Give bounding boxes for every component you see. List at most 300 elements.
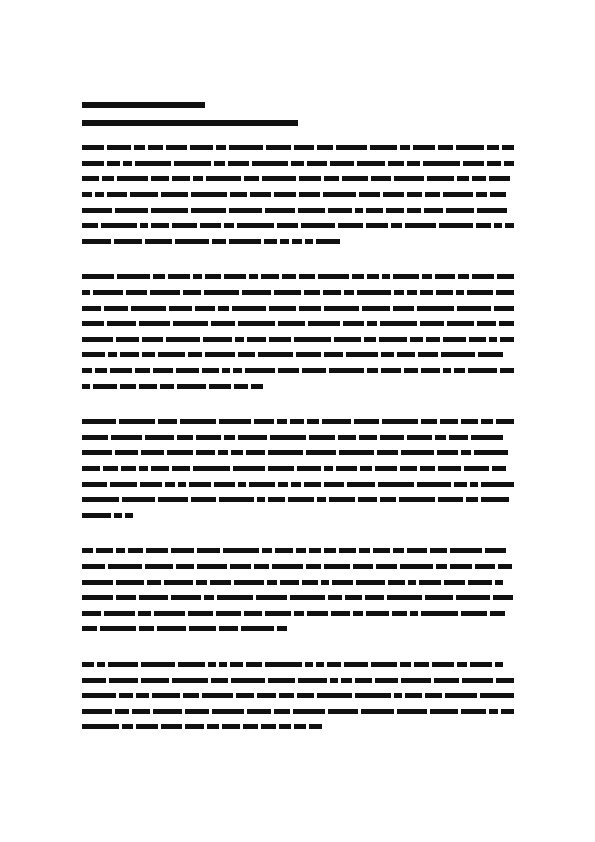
word-mark bbox=[353, 611, 363, 616]
text-line bbox=[82, 657, 514, 673]
word-mark bbox=[426, 337, 440, 342]
word-mark bbox=[457, 176, 469, 181]
word-mark bbox=[82, 693, 116, 698]
word-mark bbox=[494, 306, 514, 311]
word-mark bbox=[414, 662, 429, 667]
word-mark bbox=[116, 580, 144, 585]
text-line bbox=[82, 430, 514, 446]
word-mark bbox=[193, 466, 230, 471]
word-mark bbox=[176, 368, 199, 373]
word-mark bbox=[82, 419, 116, 424]
word-mark bbox=[490, 192, 506, 197]
word-mark bbox=[107, 145, 131, 150]
word-mark bbox=[82, 192, 92, 197]
word-mark bbox=[430, 548, 447, 553]
word-mark bbox=[353, 564, 373, 569]
word-mark bbox=[425, 595, 453, 600]
word-mark bbox=[407, 161, 420, 166]
word-mark bbox=[244, 611, 262, 616]
word-mark bbox=[307, 611, 328, 616]
word-mark bbox=[189, 482, 211, 487]
text-line bbox=[82, 218, 514, 234]
word-mark bbox=[454, 482, 467, 487]
text-line bbox=[82, 269, 514, 285]
word-mark bbox=[339, 450, 374, 455]
word-mark bbox=[443, 192, 473, 197]
text-line bbox=[82, 559, 514, 575]
word-mark bbox=[108, 564, 142, 569]
word-mark bbox=[211, 678, 228, 683]
word-mark bbox=[167, 450, 193, 455]
word-mark bbox=[212, 239, 226, 244]
word-mark bbox=[322, 419, 351, 424]
word-mark bbox=[381, 368, 401, 373]
word-mark bbox=[487, 145, 499, 150]
word-mark bbox=[436, 290, 453, 295]
word-mark bbox=[134, 145, 145, 150]
word-mark bbox=[180, 419, 216, 424]
word-mark bbox=[219, 419, 251, 424]
word-mark bbox=[229, 145, 263, 150]
word-mark bbox=[185, 724, 204, 729]
word-mark bbox=[302, 580, 318, 585]
word-mark bbox=[206, 176, 241, 181]
header-text-mark bbox=[82, 102, 205, 108]
word-mark bbox=[188, 611, 213, 616]
word-mark bbox=[316, 662, 324, 667]
word-mark bbox=[371, 176, 391, 181]
word-mark bbox=[318, 274, 349, 279]
word-mark bbox=[196, 580, 207, 585]
word-mark bbox=[378, 482, 414, 487]
word-mark bbox=[301, 223, 335, 228]
word-mark bbox=[245, 368, 275, 373]
word-mark bbox=[132, 709, 150, 714]
word-mark bbox=[364, 337, 376, 342]
word-mark bbox=[191, 497, 216, 502]
word-mark bbox=[141, 678, 169, 683]
paragraph-4 bbox=[82, 543, 514, 637]
word-mark bbox=[197, 548, 220, 553]
word-mark bbox=[95, 192, 104, 197]
word-mark bbox=[217, 595, 253, 600]
word-mark bbox=[457, 306, 491, 311]
word-mark bbox=[444, 580, 465, 585]
word-mark bbox=[317, 497, 326, 502]
word-mark bbox=[497, 274, 514, 279]
word-mark bbox=[200, 223, 221, 228]
word-mark bbox=[371, 662, 397, 667]
word-mark bbox=[357, 161, 385, 166]
word-mark bbox=[252, 161, 288, 166]
text-line bbox=[82, 445, 514, 461]
word-mark bbox=[232, 306, 266, 311]
word-mark bbox=[119, 693, 133, 698]
word-mark bbox=[152, 693, 180, 698]
word-mark bbox=[401, 450, 434, 455]
word-mark bbox=[373, 548, 390, 553]
word-mark bbox=[82, 435, 108, 440]
word-mark bbox=[82, 274, 114, 279]
word-mark bbox=[153, 368, 173, 373]
word-mark bbox=[299, 192, 320, 197]
word-mark bbox=[203, 337, 232, 342]
word-mark bbox=[270, 435, 306, 440]
word-mark bbox=[254, 564, 269, 569]
word-mark bbox=[138, 611, 151, 616]
text-line bbox=[82, 476, 514, 492]
word-mark bbox=[139, 595, 168, 600]
word-mark bbox=[266, 145, 291, 150]
word-mark bbox=[379, 337, 407, 342]
word-mark bbox=[321, 580, 329, 585]
word-mark bbox=[387, 595, 422, 600]
word-mark bbox=[294, 337, 331, 342]
word-mark bbox=[126, 290, 147, 295]
word-mark bbox=[294, 145, 314, 150]
word-mark bbox=[336, 145, 367, 150]
word-mark bbox=[393, 274, 419, 279]
word-mark bbox=[297, 693, 314, 698]
word-mark bbox=[434, 678, 459, 683]
word-mark bbox=[264, 239, 277, 244]
word-mark bbox=[130, 192, 158, 197]
word-mark bbox=[443, 368, 451, 373]
header-line-2 bbox=[82, 114, 522, 132]
word-mark bbox=[487, 161, 501, 166]
word-mark bbox=[82, 626, 97, 631]
word-mark bbox=[82, 580, 113, 585]
word-mark bbox=[120, 384, 136, 389]
word-mark bbox=[121, 466, 136, 471]
word-mark bbox=[140, 223, 148, 228]
word-mark bbox=[277, 419, 287, 424]
word-mark bbox=[495, 662, 503, 667]
word-mark bbox=[114, 513, 122, 518]
word-mark bbox=[210, 580, 231, 585]
word-mark bbox=[169, 306, 192, 311]
word-mark bbox=[158, 419, 177, 424]
word-mark bbox=[324, 176, 339, 181]
word-mark bbox=[234, 580, 264, 585]
word-mark bbox=[208, 662, 216, 667]
word-mark bbox=[449, 435, 468, 440]
word-mark bbox=[262, 176, 296, 181]
word-mark bbox=[324, 548, 336, 553]
word-mark bbox=[242, 290, 271, 295]
word-mark bbox=[447, 321, 474, 326]
word-mark bbox=[407, 208, 421, 213]
word-mark bbox=[438, 145, 453, 150]
text-line bbox=[82, 621, 514, 637]
word-mark bbox=[342, 176, 368, 181]
word-mark bbox=[142, 337, 163, 342]
word-mark bbox=[421, 611, 458, 616]
word-mark bbox=[386, 208, 404, 213]
word-mark bbox=[216, 145, 226, 150]
word-mark bbox=[246, 450, 265, 455]
word-mark bbox=[247, 337, 266, 342]
word-mark bbox=[461, 611, 487, 616]
word-mark bbox=[456, 145, 484, 150]
word-mark bbox=[383, 192, 404, 197]
word-mark bbox=[261, 724, 276, 729]
word-mark bbox=[212, 709, 244, 714]
word-mark bbox=[274, 290, 301, 295]
word-mark bbox=[294, 724, 306, 729]
word-mark bbox=[158, 352, 185, 357]
word-mark bbox=[456, 595, 490, 600]
word-mark bbox=[401, 678, 431, 683]
word-mark bbox=[297, 466, 321, 471]
word-mark bbox=[299, 306, 321, 311]
word-mark bbox=[190, 145, 213, 150]
word-mark bbox=[290, 419, 304, 424]
word-mark bbox=[278, 321, 305, 326]
text-line bbox=[82, 378, 514, 394]
word-mark bbox=[358, 497, 377, 502]
text-line bbox=[82, 347, 514, 363]
word-mark bbox=[82, 290, 90, 295]
word-mark bbox=[193, 274, 202, 279]
word-mark bbox=[116, 548, 125, 553]
word-mark bbox=[354, 419, 379, 424]
text-line bbox=[82, 574, 514, 590]
word-mark bbox=[304, 290, 320, 295]
word-mark bbox=[82, 223, 98, 228]
word-mark bbox=[241, 626, 274, 631]
word-mark bbox=[329, 368, 364, 373]
word-mark bbox=[388, 580, 405, 585]
word-mark bbox=[268, 497, 285, 502]
word-mark bbox=[207, 724, 219, 729]
word-mark bbox=[359, 435, 377, 440]
word-mark bbox=[279, 724, 291, 729]
word-mark bbox=[238, 435, 267, 440]
word-mark bbox=[382, 419, 418, 424]
word-mark bbox=[243, 724, 258, 729]
word-mark bbox=[457, 662, 467, 667]
word-mark bbox=[476, 192, 487, 197]
word-mark bbox=[408, 580, 416, 585]
word-mark bbox=[222, 724, 240, 729]
word-mark bbox=[280, 580, 299, 585]
word-mark bbox=[189, 626, 216, 631]
word-mark bbox=[477, 321, 496, 326]
word-mark bbox=[160, 384, 174, 389]
text-line bbox=[82, 332, 514, 348]
word-mark bbox=[254, 419, 274, 424]
word-mark bbox=[82, 611, 101, 616]
word-mark bbox=[366, 223, 388, 228]
word-mark bbox=[422, 274, 432, 279]
word-mark bbox=[131, 306, 166, 311]
word-mark bbox=[407, 290, 417, 295]
word-mark bbox=[481, 419, 493, 424]
word-mark bbox=[278, 482, 288, 487]
word-mark bbox=[317, 145, 333, 150]
word-mark bbox=[101, 223, 137, 228]
word-mark bbox=[151, 208, 188, 213]
word-mark bbox=[365, 595, 384, 600]
word-mark bbox=[82, 176, 99, 181]
word-mark bbox=[397, 709, 427, 714]
word-mark bbox=[82, 352, 105, 357]
paragraph-5 bbox=[82, 657, 514, 735]
word-mark bbox=[420, 290, 433, 295]
word-mark bbox=[305, 239, 313, 244]
word-mark bbox=[104, 306, 128, 311]
word-mark bbox=[328, 208, 352, 213]
word-mark bbox=[481, 497, 509, 502]
word-mark bbox=[500, 337, 514, 342]
word-mark bbox=[400, 564, 433, 569]
text-line bbox=[82, 414, 514, 430]
word-mark bbox=[261, 274, 279, 279]
word-mark bbox=[338, 435, 356, 440]
word-mark bbox=[381, 352, 394, 357]
word-mark bbox=[306, 450, 336, 455]
word-mark bbox=[214, 482, 235, 487]
word-mark bbox=[305, 662, 313, 667]
word-mark bbox=[136, 724, 158, 729]
word-mark bbox=[347, 482, 375, 487]
word-mark bbox=[135, 161, 171, 166]
word-mark bbox=[366, 208, 383, 213]
word-mark bbox=[413, 145, 435, 150]
word-mark bbox=[336, 466, 357, 471]
word-mark bbox=[128, 548, 143, 553]
word-mark bbox=[438, 497, 463, 502]
word-mark bbox=[376, 564, 397, 569]
word-mark bbox=[148, 145, 163, 150]
word-mark bbox=[440, 419, 458, 424]
word-mark bbox=[175, 239, 209, 244]
word-mark bbox=[228, 161, 249, 166]
word-mark bbox=[330, 161, 354, 166]
word-mark bbox=[298, 678, 327, 683]
word-mark bbox=[82, 306, 101, 311]
word-mark bbox=[420, 466, 435, 471]
word-mark bbox=[323, 290, 341, 295]
word-mark bbox=[307, 161, 327, 166]
word-mark bbox=[104, 611, 135, 616]
word-mark bbox=[324, 352, 343, 357]
word-mark bbox=[96, 548, 113, 553]
word-mark bbox=[235, 337, 244, 342]
word-mark bbox=[380, 321, 417, 326]
word-mark bbox=[505, 223, 514, 228]
word-mark bbox=[380, 435, 404, 440]
header-line-1 bbox=[82, 96, 522, 114]
word-mark bbox=[222, 368, 230, 373]
word-mark bbox=[249, 482, 275, 487]
text-line bbox=[82, 363, 514, 379]
word-mark bbox=[82, 482, 107, 487]
word-mark bbox=[123, 161, 132, 166]
word-mark bbox=[438, 466, 461, 471]
word-mark bbox=[197, 564, 227, 569]
word-mark bbox=[115, 709, 129, 714]
word-mark bbox=[102, 176, 114, 181]
word-mark bbox=[146, 548, 168, 553]
word-mark bbox=[125, 513, 133, 518]
word-mark bbox=[117, 274, 150, 279]
text-line bbox=[82, 300, 514, 316]
word-mark bbox=[308, 321, 340, 326]
word-mark bbox=[230, 662, 243, 667]
word-mark bbox=[166, 337, 200, 342]
word-mark bbox=[461, 419, 478, 424]
word-mark bbox=[466, 497, 478, 502]
word-mark bbox=[404, 368, 418, 373]
word-mark bbox=[296, 352, 321, 357]
word-mark bbox=[82, 564, 105, 569]
word-mark bbox=[282, 274, 296, 279]
word-mark bbox=[233, 368, 242, 373]
word-mark bbox=[474, 450, 508, 455]
word-mark bbox=[430, 709, 458, 714]
text-line bbox=[82, 492, 514, 508]
word-mark bbox=[309, 724, 322, 729]
word-mark bbox=[495, 580, 503, 585]
word-mark bbox=[424, 208, 443, 213]
word-mark bbox=[450, 564, 472, 569]
word-mark bbox=[469, 337, 486, 342]
word-mark bbox=[82, 321, 104, 326]
word-mark bbox=[475, 564, 495, 569]
word-mark bbox=[216, 611, 241, 616]
word-mark bbox=[265, 208, 295, 213]
word-mark bbox=[327, 662, 341, 667]
word-mark bbox=[299, 176, 321, 181]
word-mark bbox=[400, 145, 410, 150]
word-mark bbox=[183, 290, 201, 295]
word-mark bbox=[256, 595, 287, 600]
word-mark bbox=[117, 176, 148, 181]
word-mark bbox=[330, 678, 338, 683]
word-mark bbox=[492, 466, 506, 471]
word-mark bbox=[407, 192, 422, 197]
word-mark bbox=[439, 223, 473, 228]
word-mark bbox=[476, 223, 491, 228]
word-mark bbox=[141, 450, 164, 455]
word-mark bbox=[262, 548, 272, 553]
word-mark bbox=[150, 290, 180, 295]
word-mark bbox=[489, 337, 497, 342]
word-mark bbox=[367, 321, 377, 326]
word-mark bbox=[185, 709, 209, 714]
word-mark bbox=[344, 662, 368, 667]
word-mark bbox=[464, 466, 489, 471]
word-mark bbox=[345, 595, 362, 600]
word-mark bbox=[496, 419, 514, 424]
word-mark bbox=[341, 678, 352, 683]
word-mark bbox=[296, 548, 306, 553]
text-line bbox=[82, 543, 514, 559]
word-mark bbox=[377, 450, 398, 455]
word-mark bbox=[501, 709, 514, 714]
word-mark bbox=[249, 274, 258, 279]
word-mark bbox=[174, 161, 211, 166]
word-mark bbox=[114, 239, 142, 244]
word-mark bbox=[275, 548, 293, 553]
word-mark bbox=[268, 450, 303, 455]
word-mark bbox=[481, 482, 514, 487]
word-mark bbox=[108, 662, 138, 667]
word-mark bbox=[139, 321, 170, 326]
word-mark bbox=[100, 626, 136, 631]
